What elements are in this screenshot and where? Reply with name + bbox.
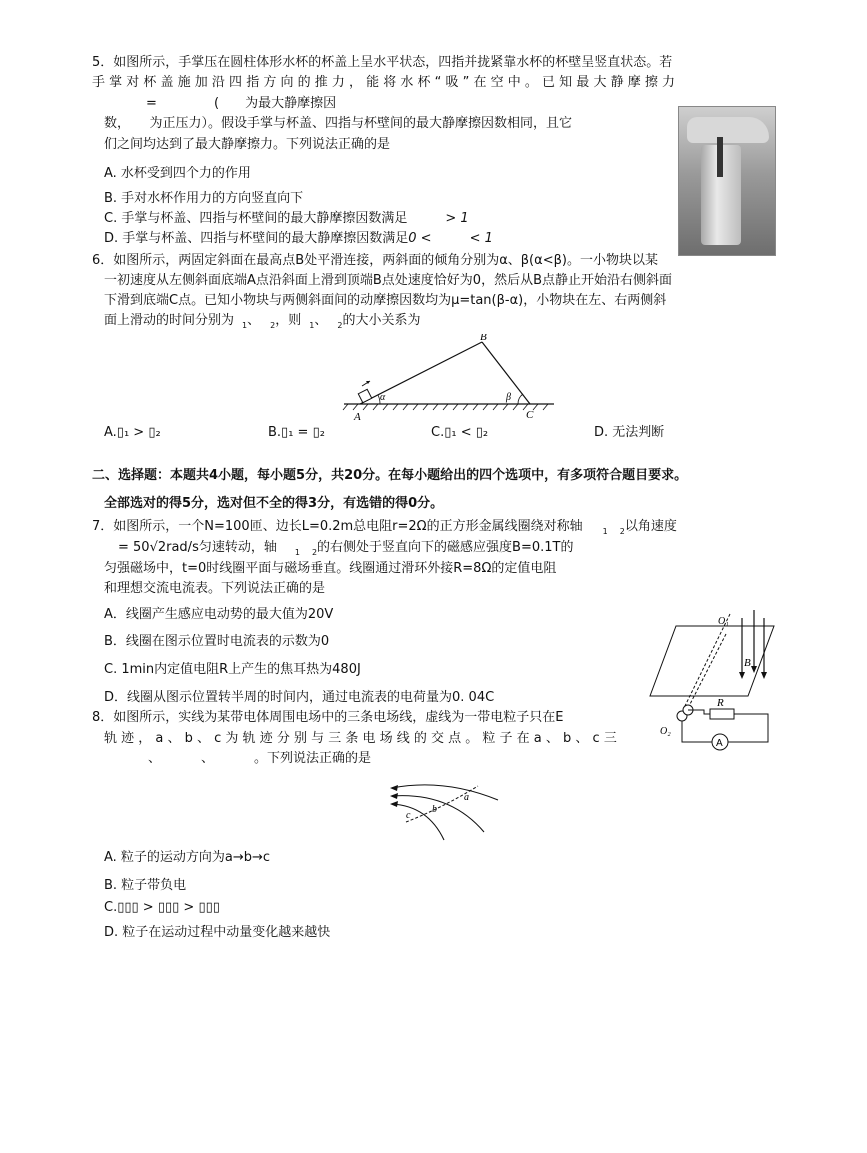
q6-t1-sub: 1: [242, 320, 248, 330]
q7-axis2-sub: 2: [619, 526, 625, 536]
q7-line2-a: = 50√2rad/s匀速转动，轴: [118, 540, 277, 555]
q8-option-a[interactable]: A. 粒子的运动方向为a→b→c: [104, 850, 271, 865]
q5-option-c-text: C. 手掌与杯盖、四指与杯壁间的最大静摩擦因数满足: [104, 211, 408, 226]
q6-stem-line3: 下滑到底端C点。已知小物块与两侧斜面间的动摩擦因数均为μ=tan(β-α)，小物块在左、右两侧斜: [104, 293, 667, 308]
field-arrow-3: [761, 672, 767, 679]
rotation-axis: [684, 614, 730, 708]
o1-label: O₁: [718, 616, 729, 627]
q6-line4-i: 的大小关系为: [342, 313, 421, 328]
coil-figure: [644, 604, 784, 754]
q7-option-a[interactable]: A．线圈产生感应电动势的最大值为20V: [104, 607, 334, 622]
o2-label: O₂: [660, 726, 671, 737]
q5-stem-line4: 数， 为正压力）。假设手掌与杯盖、四指与杯壁间的最大静摩擦因数相同，且它: [104, 116, 573, 131]
q5-option-a[interactable]: A. 水杯受到四个力的作用: [104, 166, 251, 181]
hand-shape: [687, 117, 769, 143]
q5-option-d-text: D. 手掌与杯盖、四指与杯壁间的最大静摩擦因数满足: [104, 231, 409, 246]
q5-option-c[interactable]: [104, 210, 469, 227]
q6-t1b-sub: 1: [309, 320, 315, 330]
q7-axis2b-sub: 2: [311, 547, 318, 557]
point-c-label-q8: c: [406, 810, 411, 821]
point-b-label-q8: b: [432, 804, 437, 815]
q8-option-b[interactable]: B. 粒子带负电: [104, 878, 187, 893]
q5-stem-line2: 手 掌 对 杯 盖 施 加 沿 四 指 方 向 的 推 力 ， 能 将 水 杯 “ 吸 ” 在 空 中 。 已 知 最 大 静 摩 擦 力: [92, 75, 675, 90]
field-arrow-1: [739, 672, 745, 679]
field-arrow-2: [751, 666, 757, 673]
q7-stem-line1: [92, 518, 677, 540]
q5-stem-line3: ( 为最大静摩擦因: [214, 96, 337, 111]
q8-line3-c: 。下列说法正确的是: [254, 751, 372, 766]
point-b-label: B: [480, 334, 487, 343]
beta-arc: [518, 394, 523, 404]
q6-stem-line1: 6．如图所示，两固定斜面在最高点B处平滑连接，两斜面的倾角分别为α、β(α<β)。一小物块以某: [92, 253, 658, 268]
q7-axis1-sub: 1: [602, 526, 608, 536]
beta-label: β: [506, 392, 511, 403]
point-a-label-q8: a: [464, 792, 469, 803]
q6-option-a[interactable]: A.▯₁ > ▯₂: [104, 425, 161, 440]
field-arrow-b: [390, 793, 398, 799]
q5-stem-line1: 5．如图所示，手掌压在圆柱体形水杯的杯盖上呈水平状态，四指并拢紧靠水杯的杯壁呈竖直状态。若: [92, 55, 673, 70]
q7-stem-line2: [118, 539, 573, 561]
q5-stem-line5: 们之间均达到了最大静摩擦力。下列说法正确的是: [104, 137, 391, 152]
q5-option-d-math2: < 1: [469, 231, 493, 246]
field-line-1: [392, 785, 498, 800]
q7-line1-d: 以角速度: [624, 519, 677, 534]
q6-line4-a: 面上滑动的时间分别为: [104, 313, 235, 328]
incline-figure: [340, 334, 560, 426]
q8-line3-a: 、: [148, 751, 162, 766]
small-block: [358, 389, 371, 402]
q7-option-b[interactable]: B．线圈在图示位置时电流表的示数为0: [104, 634, 330, 649]
q6-line4-c: 、: [247, 313, 261, 328]
section2-header-line1: 二、选择题：本题共4小题，每小题5分，共20分。在每小题给出的四个选项中，有多项符合题目要求。: [92, 468, 688, 483]
q6-stem-line2: 一初速度从左侧斜面底端A点沿斜面上滑到顶端B点处速度恰好为0，然后从B点静止开始沿右侧斜面: [104, 273, 673, 288]
q8-line3-b: 、: [201, 751, 215, 766]
q6-option-d[interactable]: D. 无法判断: [594, 425, 665, 440]
q7-axis1b-sub: 1: [294, 547, 300, 557]
q6-option-b[interactable]: B.▯₁ = ▯₂: [268, 425, 325, 440]
section2-header-line2: 全部选对的得5分，选对但不全的得3分，有选错的得0分。: [104, 496, 444, 511]
q6-line4-e: ，则: [275, 313, 302, 328]
q5-option-c-math: > 1: [445, 211, 469, 226]
field-lines-figure: [384, 778, 504, 844]
q6-t2-sub: 2: [270, 320, 276, 330]
resistor-r: [710, 709, 734, 719]
pen-shape: [717, 137, 723, 177]
q7-stem-line3: 匀强磁场中，t=0时线圈平面与磁场垂直。线圈通过滑环外接R=8Ω的定值电阻: [104, 561, 557, 576]
q6-stem-line4: [104, 312, 420, 334]
q7-line1-a: 7．如图所示，一个N=100匝、边长L=0.2m总电阻r=2Ω的正方形金属线圈绕对称轴: [92, 519, 583, 534]
q7-line2-d: 的右侧处于竖直向下的磁感应强度B=0.1T的: [317, 540, 574, 555]
resistor-label: R: [717, 697, 724, 709]
q6-t2b-sub: 2: [337, 320, 343, 330]
q8-option-c[interactable]: C.▯▯▯ > ▯▯▯ > ▯▯▯: [104, 900, 220, 915]
left-slope: [360, 342, 482, 404]
q5-option-d[interactable]: [104, 230, 493, 247]
point-a-label: A: [354, 411, 361, 423]
q8-stem-line3: [148, 750, 371, 767]
q8-stem-line1: 8．如图所示，实线为某带电体周围电场中的三条电场线，虚线为一带电粒子只在E: [92, 710, 564, 725]
b-field-label: B: [744, 657, 751, 669]
q5-option-b[interactable]: B. 手对水杯作用力的方向竖直向下: [104, 191, 304, 206]
ground-hatch: [343, 404, 548, 410]
circuit-wire-bottom: [682, 721, 712, 742]
q8-option-d[interactable]: D. 粒子在运动过程中动量变化越来越快: [104, 925, 331, 940]
ammeter-label: A: [716, 738, 723, 749]
q6-option-c[interactable]: C.▯₁ < ▯₂: [431, 425, 489, 440]
q5-option-d-math1: 0 <: [408, 231, 432, 246]
q5-formula-eq: =: [146, 96, 157, 111]
cup-photo: [678, 106, 776, 256]
q6-line4-g: 、: [314, 313, 328, 328]
q7-stem-line4: 和理想交流电流表。下列说法正确的是: [104, 581, 326, 596]
field-arrow-a: [390, 785, 398, 791]
alpha-label: α: [380, 392, 386, 403]
q7-option-d[interactable]: D．线圈从图示位置转半周的时间内，通过电流表的电荷量为0. 04C: [104, 690, 495, 705]
q7-option-c[interactable]: C. 1min内定值电阻R上产生的焦耳热为480J: [104, 662, 361, 677]
field-arrow-c: [390, 801, 398, 807]
point-c-label: C: [526, 409, 534, 421]
q8-stem-line2: 轨 迹 ， a 、 b 、 c 为 轨 迹 分 别 与 三 条 电 场 线 的 交 点 。 粒 子 在 a 、 b 、 c 三: [104, 731, 617, 746]
